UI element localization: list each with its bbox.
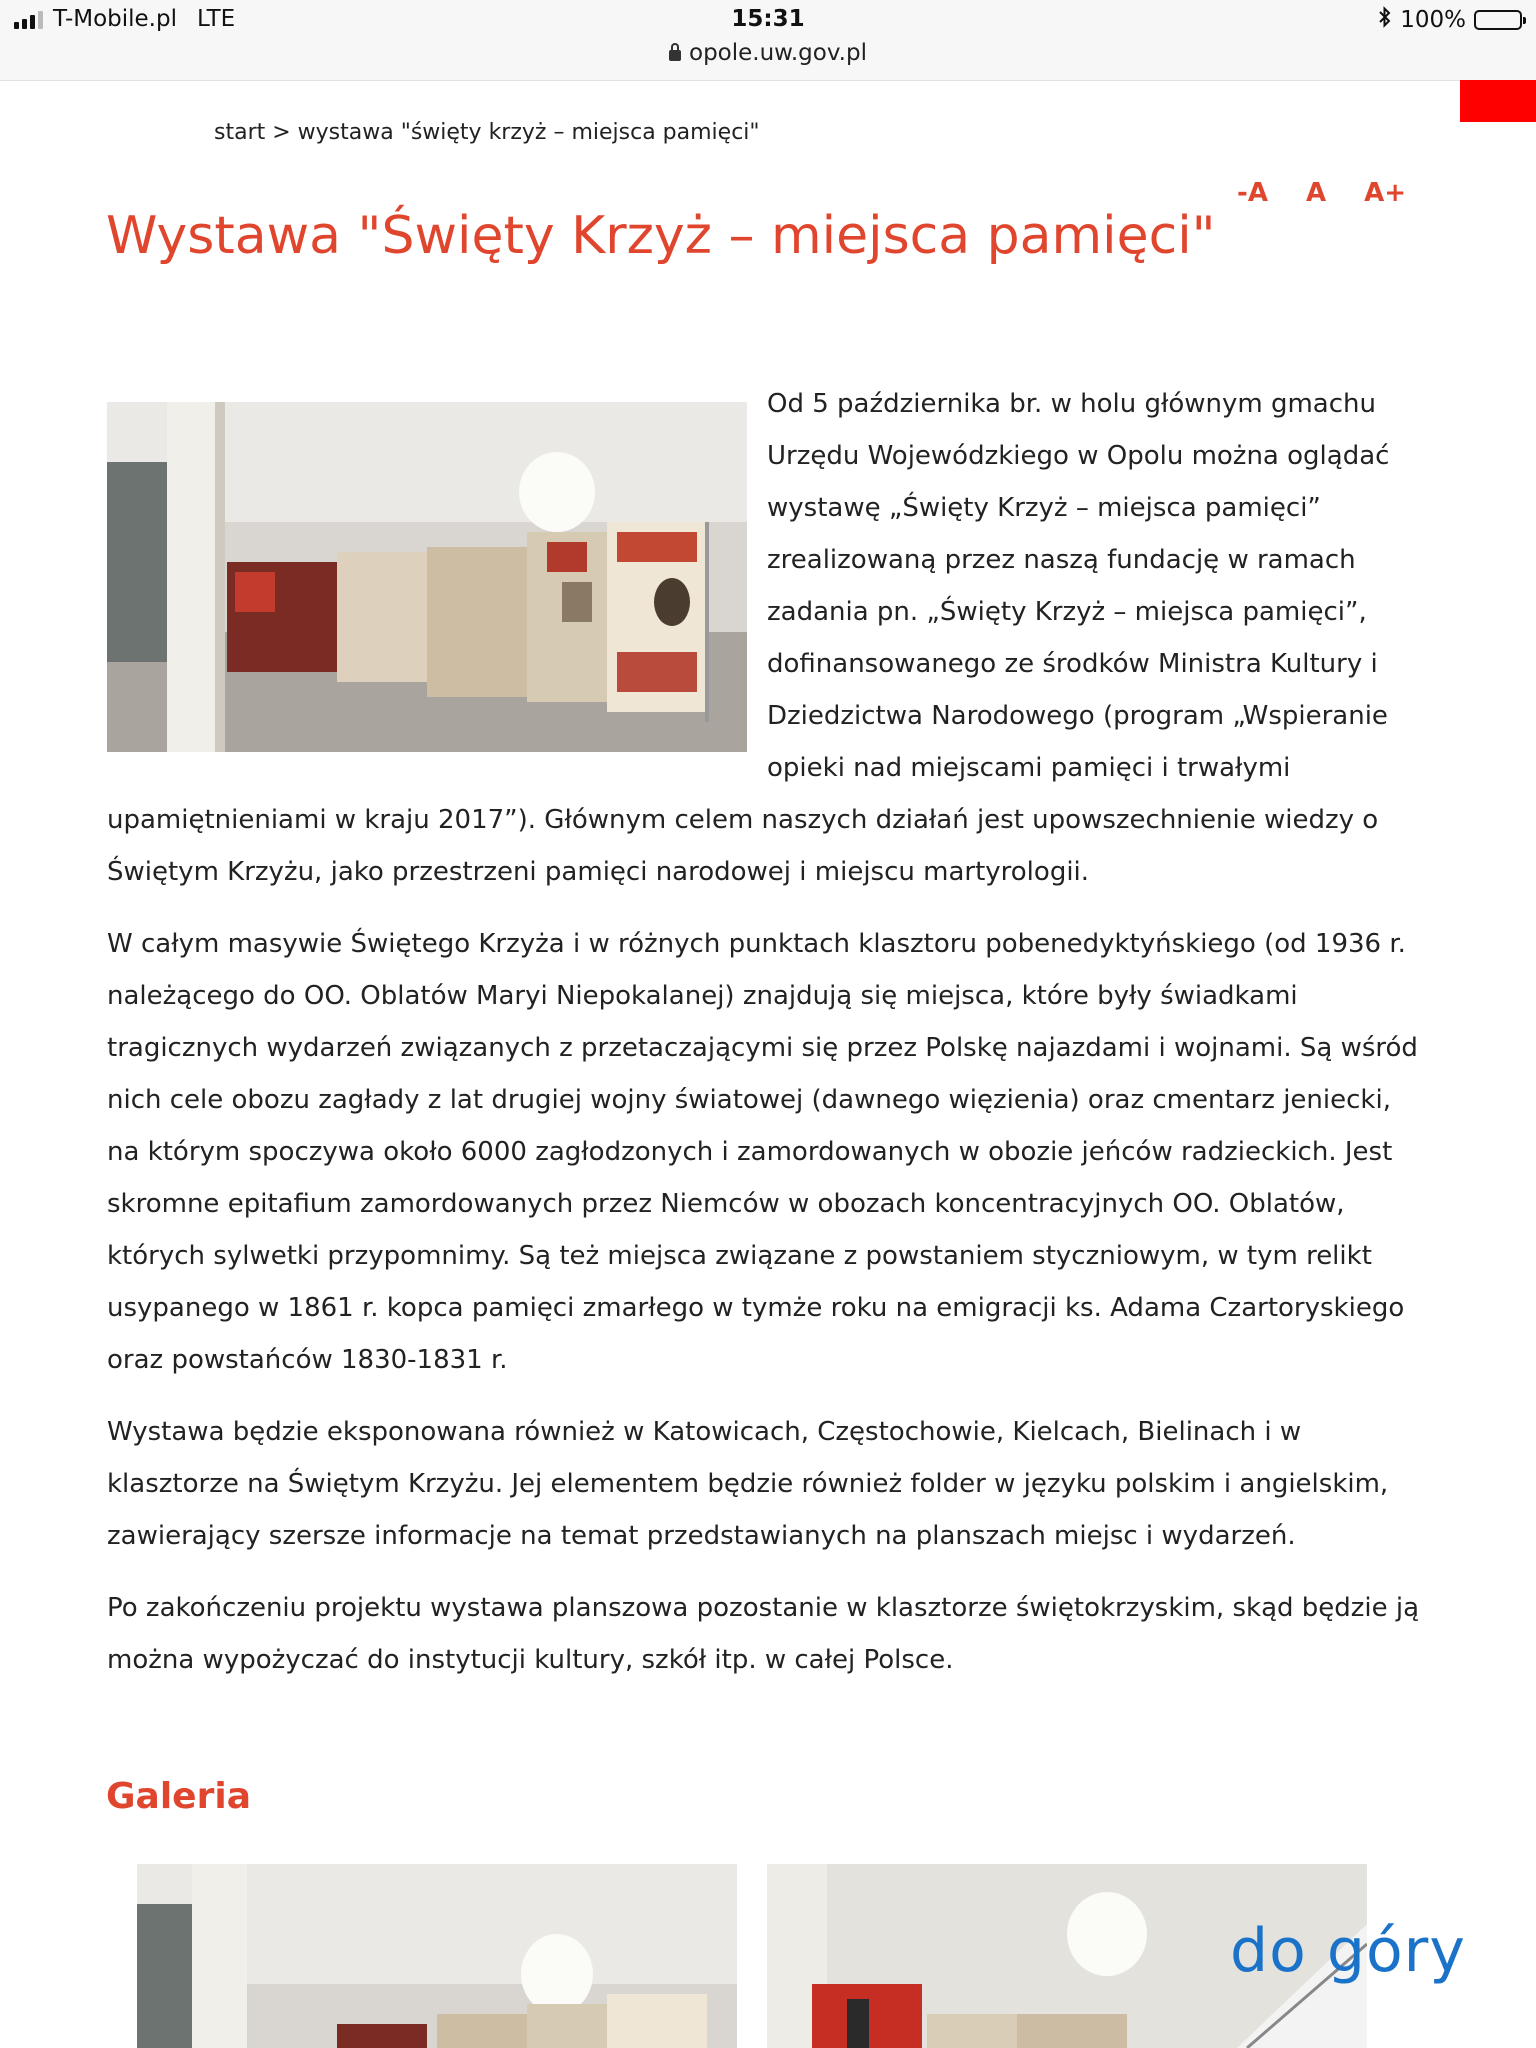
- status-right: [1378, 6, 1522, 34]
- network-label: LTE: [196, 6, 236, 32]
- clock: 15:31: [731, 6, 805, 32]
- article-body: [107, 378, 1427, 1706]
- carrier-label: T-Mobile.pl: [53, 6, 177, 32]
- lock-icon: [669, 50, 681, 61]
- breadcrumb[interactable]: start > wystawa "święty krzyż – miejsca pamięci": [214, 120, 760, 145]
- url-text: opole.uw.gov.pl: [689, 40, 867, 66]
- article-paragraph-1: Od 5 października br. w holu głównym gmachu Urzędu Wojewódzkiego w Opolu można oglądać wystawę „Święty Krzyż – miejsca pamięci” zrealizowaną przez naszą fundację w ramach zadania pn. „Święty Krzyż – miejsca pamięci”, dofinansowanego ze środków Ministra Kultury i Dziedzictwa Narodowego (program „Wspieranie opieki nad miejscami pamięci i trwałymi upamiętnieniami w kraju 2017”). Głównym celem naszych działań jest upowszechnienie wiedzy o Świętym Krzyżu, jako przestrzeni pamięci narodowej i miejscu martyrologii.: [107, 389, 1390, 887]
- font-larger-button[interactable]: A+: [1364, 178, 1406, 208]
- menu-tab[interactable]: [1460, 80, 1536, 122]
- gallery-heading: Galeria: [106, 1776, 251, 1817]
- font-smaller-button[interactable]: -A: [1237, 178, 1268, 208]
- exhibition-photo[interactable]: [107, 402, 747, 752]
- article-paragraph-4: Po zakończeniu projektu wystawa planszowa pozostanie w klasztorze świętokrzyskim, skąd będzie ją można wypożyczać do instytucji kultury, szkół itp. w całej Polsce.: [107, 1593, 1420, 1675]
- font-normal-button[interactable]: A: [1305, 178, 1327, 208]
- page-title: Wystawa "Święty Krzyż – miejsca pamięci": [106, 206, 1216, 266]
- font-size-controls: [1237, 178, 1406, 208]
- article-paragraph-3: Wystawa będzie eksponowana również w Katowicach, Częstochowie, Kielcach, Bielinach i w klasztorze na Świętym Krzyżu. Jej elementem będzie również folder w języku polskim i angielskim, zawierający szersze informacje na temat przedstawianych na planszach miejsc i wydarzeń.: [107, 1417, 1389, 1551]
- address-bar[interactable]: [0, 40, 1536, 66]
- gallery-thumbnail-1[interactable]: [137, 1864, 737, 2048]
- battery-percent: 100%: [1400, 7, 1466, 33]
- article-paragraph-2: W całym masywie Świętego Krzyża i w różnych punktach klasztoru pobenedyktyńskiego (od 1936 r. należącego do OO. Oblatów Maryi Niepokalanej) znajdują się miejsca, które były świadkami tragicznych wydarzeń związanych z przetaczającymi się przez Polskę najazdami i wojnami. Są wśród nich cele obozu zagłady z lat drugiej wojny światowej (dawnego więzienia) oraz cmentarz jeniecki, na którym spoczywa około 6000 zagłodzonych i zamordowanych w obozie jeńców radzieckich. Jest skromne epitafium zamordowanych przez Niemców w obozach koncentracyjnych OO. Oblatów, których sylwetki przypomnimy. Są też miejsca związane z powstaniem styczniowym, w tym relikt usypanego w 1861 r. kopca pamięci zmarłego w tymże roku na emigracji ks. Adama Czartoryskiego oraz powstańców 1830-1831 r.: [107, 929, 1418, 1375]
- battery-icon: [1474, 10, 1522, 30]
- bluetooth-icon: [1378, 6, 1392, 34]
- status-bar: [0, 0, 1536, 81]
- back-to-top-button[interactable]: do góry: [1230, 1916, 1466, 1986]
